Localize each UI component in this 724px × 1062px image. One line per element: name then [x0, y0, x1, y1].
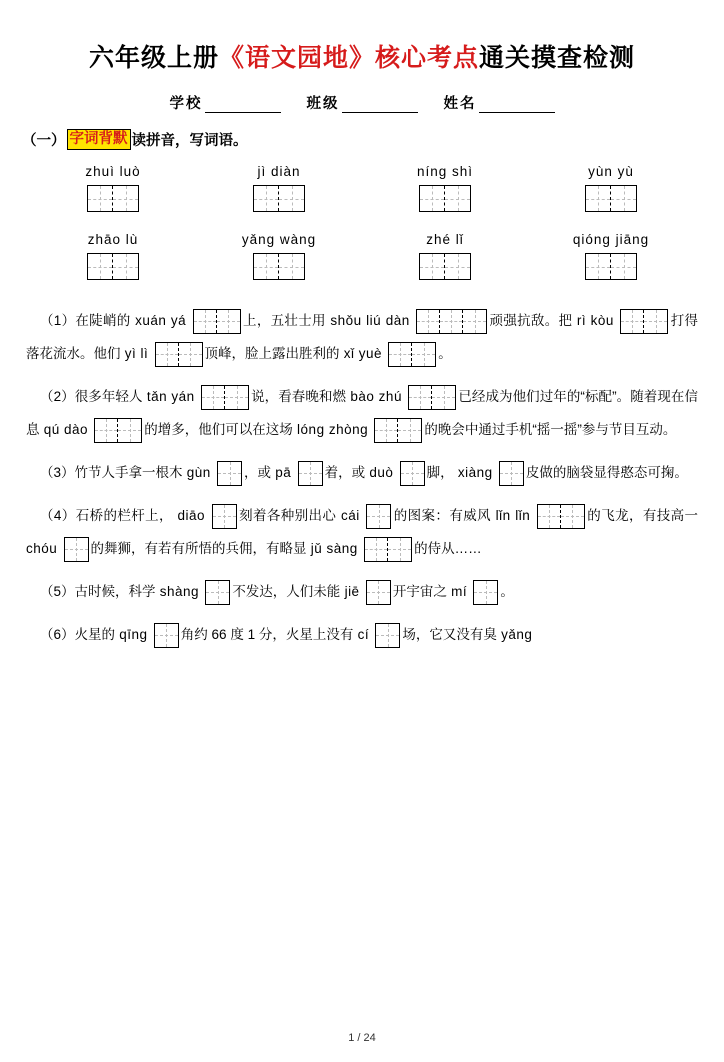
- question-text: 脚，: [426, 465, 454, 480]
- title-part-test: 通关摸查检测: [479, 44, 636, 72]
- question-number: （3）: [40, 465, 75, 480]
- class-label: 班级: [306, 96, 340, 112]
- tianzige-box[interactable]: [400, 461, 425, 486]
- question-text: 石桥的栏杆上，: [75, 508, 173, 523]
- answer-grid-cell: [559, 253, 663, 280]
- inline-pinyin: diāo: [172, 508, 210, 523]
- question-text: 不发达，人们未能: [232, 584, 341, 599]
- question-text: 竹节人手拿一根木: [74, 465, 183, 480]
- question-paragraph: [26, 575, 698, 608]
- inline-pinyin: bào zhú: [346, 389, 407, 404]
- pinyin-practice-block: [0, 164, 724, 280]
- question-paragraph: [26, 380, 698, 446]
- pinyin-label: zhuì luò: [85, 164, 141, 179]
- inline-pinyin: xuán yá: [130, 313, 191, 328]
- question-text: 皮做的脑袋显得憨态可掬。: [525, 465, 688, 480]
- tianzige-box[interactable]: [585, 185, 637, 212]
- inline-pinyin: rì kòu: [572, 313, 619, 328]
- school-blank[interactable]: [205, 97, 281, 113]
- question-number: （1）: [40, 313, 76, 328]
- school-field: [170, 92, 281, 113]
- tianzige-box[interactable]: [408, 385, 456, 410]
- tianzige-box[interactable]: [201, 385, 249, 410]
- tianzige-box[interactable]: [364, 537, 412, 562]
- question-text: ，或: [244, 465, 272, 480]
- class-field: [307, 92, 418, 113]
- inline-pinyin: cí: [353, 627, 374, 642]
- inline-pinyin: shǒu liú dàn: [325, 313, 415, 328]
- pinyin-label: yùn yù: [588, 164, 634, 179]
- pinyin-label: zhé lǐ: [426, 232, 464, 247]
- inline-pinyin: chóu: [26, 541, 62, 556]
- tianzige-box[interactable]: [253, 185, 305, 212]
- page-footer: 1 / 24: [348, 1032, 376, 1044]
- title-part-core: 核心考点: [375, 44, 480, 72]
- tianzige-box[interactable]: [366, 580, 391, 605]
- tianzige-box[interactable]: [253, 253, 305, 280]
- question-paragraph: [26, 618, 698, 651]
- question-text: 的晚会中通过手机“摇一摇”参与节目互动。: [424, 422, 677, 437]
- inline-pinyin: duò: [365, 465, 398, 480]
- inline-pinyin: gùn: [182, 465, 216, 480]
- answer-grid-cell: [559, 185, 663, 212]
- question-text: 开宇宙之: [392, 584, 447, 599]
- tianzige-box[interactable]: [416, 309, 487, 334]
- class-blank[interactable]: [342, 97, 418, 113]
- tianzige-box[interactable]: [374, 418, 422, 443]
- tianzige-box[interactable]: [298, 461, 323, 486]
- tianzige-box[interactable]: [212, 504, 237, 529]
- title-part-book: 《语文园地》: [218, 44, 375, 72]
- section-tag-badge: 字词背默: [67, 129, 131, 149]
- question-text: 已经成为他们过年的“标配”。随着现在信息: [26, 389, 698, 437]
- question-text: 着，或: [324, 465, 366, 480]
- question-text: 在陡峭的: [75, 313, 131, 328]
- inline-pinyin: tǎn yán: [142, 389, 200, 404]
- answer-grid-row-2: [0, 253, 724, 280]
- tianzige-box[interactable]: [87, 185, 139, 212]
- question-number: （6）: [40, 627, 75, 642]
- question-text: 。: [438, 346, 452, 361]
- inline-pinyin: yǎng: [496, 627, 533, 642]
- inline-pinyin: lóng zhòng: [292, 422, 373, 437]
- question-list: [26, 304, 698, 651]
- tianzige-box[interactable]: [154, 623, 179, 648]
- question-paragraph: [26, 304, 698, 370]
- tianzige-box[interactable]: [217, 461, 242, 486]
- question-text: 顽强抗敌。把: [489, 313, 573, 328]
- tianzige-box[interactable]: [375, 623, 400, 648]
- tianzige-box[interactable]: [537, 504, 585, 529]
- pinyin-label: yǎng wàng: [241, 232, 317, 247]
- tianzige-box[interactable]: [473, 580, 498, 605]
- tianzige-box[interactable]: [205, 580, 230, 605]
- pinyin-label: qióng jiāng: [572, 232, 650, 247]
- inline-pinyin: jiē: [340, 584, 364, 599]
- question-text: 。: [500, 584, 514, 599]
- inline-pinyin: lǐn lǐn: [490, 508, 535, 523]
- question-number: （5）: [40, 584, 75, 599]
- question-text: 的舞狮，有若有所悟的兵佣，有略显: [90, 541, 307, 556]
- question-paragraph: [26, 499, 698, 565]
- tianzige-box[interactable]: [193, 309, 241, 334]
- inline-pinyin: jǔ sàng: [306, 541, 363, 556]
- answer-grid-cell: [61, 253, 165, 280]
- question-text: 的飞龙，有技高一: [586, 508, 699, 523]
- question-text: 顶峰，脸上露出胜利的: [204, 346, 340, 361]
- inline-pinyin: mí: [446, 584, 472, 599]
- question-text: 的侍从……: [414, 541, 482, 556]
- pinyin-label: níng shì: [416, 164, 474, 179]
- section-instruction: 读拼音，写词语。: [131, 133, 248, 149]
- name-blank[interactable]: [479, 97, 555, 113]
- pinyin-row-1: [0, 164, 724, 179]
- section-number: （一）: [22, 133, 66, 149]
- tianzige-box[interactable]: [499, 461, 524, 486]
- question-text: 火星的: [74, 627, 116, 642]
- tianzige-box[interactable]: [87, 253, 139, 280]
- question-number: （4）: [40, 508, 76, 523]
- question-paragraph: [26, 456, 698, 489]
- section-heading: [22, 129, 724, 150]
- student-info-line: [0, 92, 724, 113]
- inline-pinyin: cái: [336, 508, 365, 523]
- question-text: 场，它又没有臭: [402, 627, 497, 642]
- tianzige-box[interactable]: [419, 185, 471, 212]
- name-label: 姓名: [443, 96, 477, 112]
- pinyin-label: zhāo lù: [87, 232, 139, 247]
- title-part-grade: 六年级上册: [88, 44, 219, 72]
- question-text: 很多年轻人: [74, 389, 143, 404]
- inline-pinyin: xǐ yuè: [339, 346, 387, 361]
- pinyin-label: jì diàn: [257, 164, 301, 179]
- document-page: [0, 38, 724, 1062]
- tianzige-box[interactable]: [155, 342, 203, 367]
- inline-pinyin: qú dào: [39, 422, 93, 437]
- question-text: 打得落花流水。他们: [26, 313, 699, 361]
- question-text: 说，看春晚和燃: [251, 389, 347, 404]
- inline-pinyin: qīng: [115, 627, 152, 642]
- inline-pinyin: yì lì: [120, 346, 153, 361]
- tianzige-box[interactable]: [94, 418, 142, 443]
- name-field: [444, 92, 555, 113]
- question-text: 角约 66 度 1 分，火星上没有: [180, 627, 354, 642]
- tianzige-box[interactable]: [366, 504, 391, 529]
- question-text: 的增多，他们可以在这场: [144, 422, 293, 437]
- answer-grid-cell: [393, 253, 497, 280]
- inline-pinyin: shàng: [155, 584, 204, 599]
- school-label: 学校: [169, 96, 203, 112]
- inline-pinyin: pā: [271, 465, 296, 480]
- answer-grid-row-1: [0, 185, 724, 212]
- tianzige-box[interactable]: [620, 309, 668, 334]
- answer-grid-cell: [393, 185, 497, 212]
- pinyin-row-2: [0, 232, 724, 247]
- inline-pinyin: xiàng: [453, 465, 497, 480]
- question-text: 刻着各种别出心: [238, 508, 337, 523]
- tianzige-box[interactable]: [585, 253, 637, 280]
- page-title: [0, 38, 724, 74]
- tianzige-box[interactable]: [419, 253, 471, 280]
- tianzige-box[interactable]: [388, 342, 436, 367]
- question-number: （2）: [40, 389, 75, 404]
- answer-grid-cell: [227, 253, 331, 280]
- question-text: 古时候，科学: [74, 584, 156, 599]
- answer-grid-cell: [61, 185, 165, 212]
- tianzige-box[interactable]: [64, 537, 89, 562]
- question-text: 上，五壮士用: [242, 313, 326, 328]
- question-text: 的图案：有威风: [393, 508, 491, 523]
- answer-grid-cell: [227, 185, 331, 212]
